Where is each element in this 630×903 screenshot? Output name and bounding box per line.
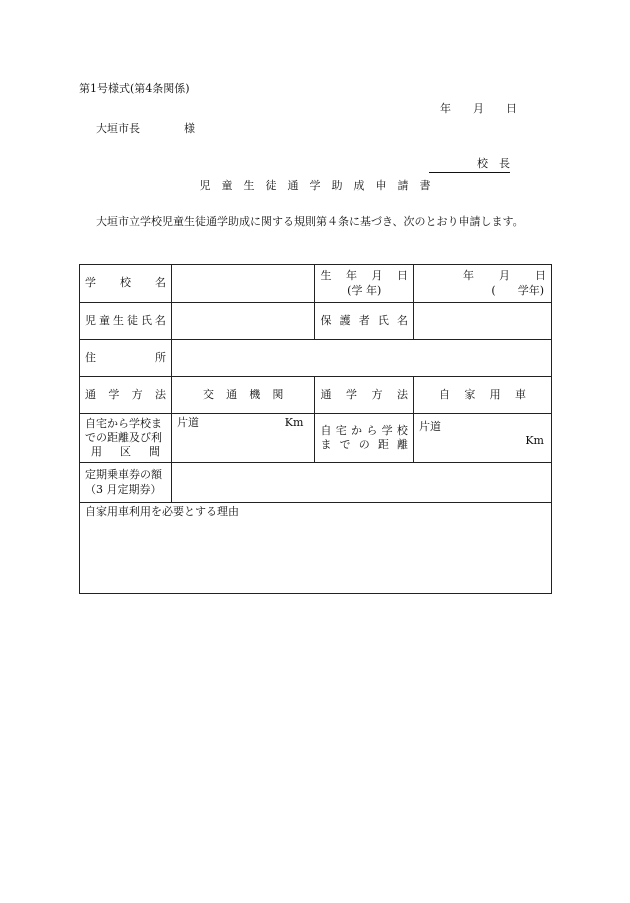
- car-option[interactable]: 自 家 用 車: [413, 377, 551, 414]
- student-name-input[interactable]: [171, 303, 314, 340]
- student-name-label: 児 童 生 徒 氏 名: [80, 303, 172, 340]
- row-pass: [80, 463, 552, 503]
- application-form-table: [79, 264, 552, 594]
- school-input[interactable]: [171, 265, 314, 303]
- row-school: [80, 265, 552, 303]
- intro-text: 大垣市立学校児童生徒通学助成に関する規則第４条に基づき、次のとおり申請します。: [96, 215, 524, 228]
- birth-input[interactable]: 年 月 日 ( 学年): [413, 265, 551, 303]
- date-line: 年 月 日: [440, 102, 517, 115]
- distance-transit-input[interactable]: 片道 Km: [171, 414, 314, 463]
- reason-label: 自家用車利用を必要とする理由: [85, 505, 239, 518]
- address-label: 住 所: [80, 340, 172, 377]
- guardian-label: 保 護 者 氏 名: [315, 303, 414, 340]
- address-input[interactable]: [171, 340, 551, 377]
- row-student-name: [80, 303, 552, 340]
- row-reason: [80, 503, 552, 594]
- distance-car-input[interactable]: 片道 Km: [413, 414, 551, 463]
- row-distance: [80, 414, 552, 463]
- row-address: [80, 340, 552, 377]
- form-number: 第1号様式(第4条関係): [79, 82, 190, 95]
- pass-label: 定期乗車券の額 （3 月定期券）: [80, 463, 172, 503]
- principal-signature-line: 校 長: [429, 155, 510, 173]
- row-commute: [80, 377, 552, 414]
- distance-label-2: 自 宅 か ら 学 校 ま で の 距 離: [315, 414, 414, 463]
- guardian-input[interactable]: [413, 303, 551, 340]
- commute-label-2: 通 学 方 法: [315, 377, 414, 414]
- birth-label: 生 年 月 日 (学 年): [315, 265, 414, 303]
- commute-label: 通 学 方 法: [80, 377, 172, 414]
- distance-label: 自宅から学校ま での距離及び利 用 区 間: [80, 414, 172, 463]
- transit-option[interactable]: 交 通 機 関: [171, 377, 314, 414]
- pass-input[interactable]: [171, 463, 551, 503]
- reason-field[interactable]: [80, 503, 552, 594]
- school-label: 学 校 名: [80, 265, 172, 303]
- document-title: 児 童 生 徒 通 学 助 成 申 請 書: [199, 179, 431, 192]
- recipient: 大垣市長 様: [96, 122, 195, 135]
